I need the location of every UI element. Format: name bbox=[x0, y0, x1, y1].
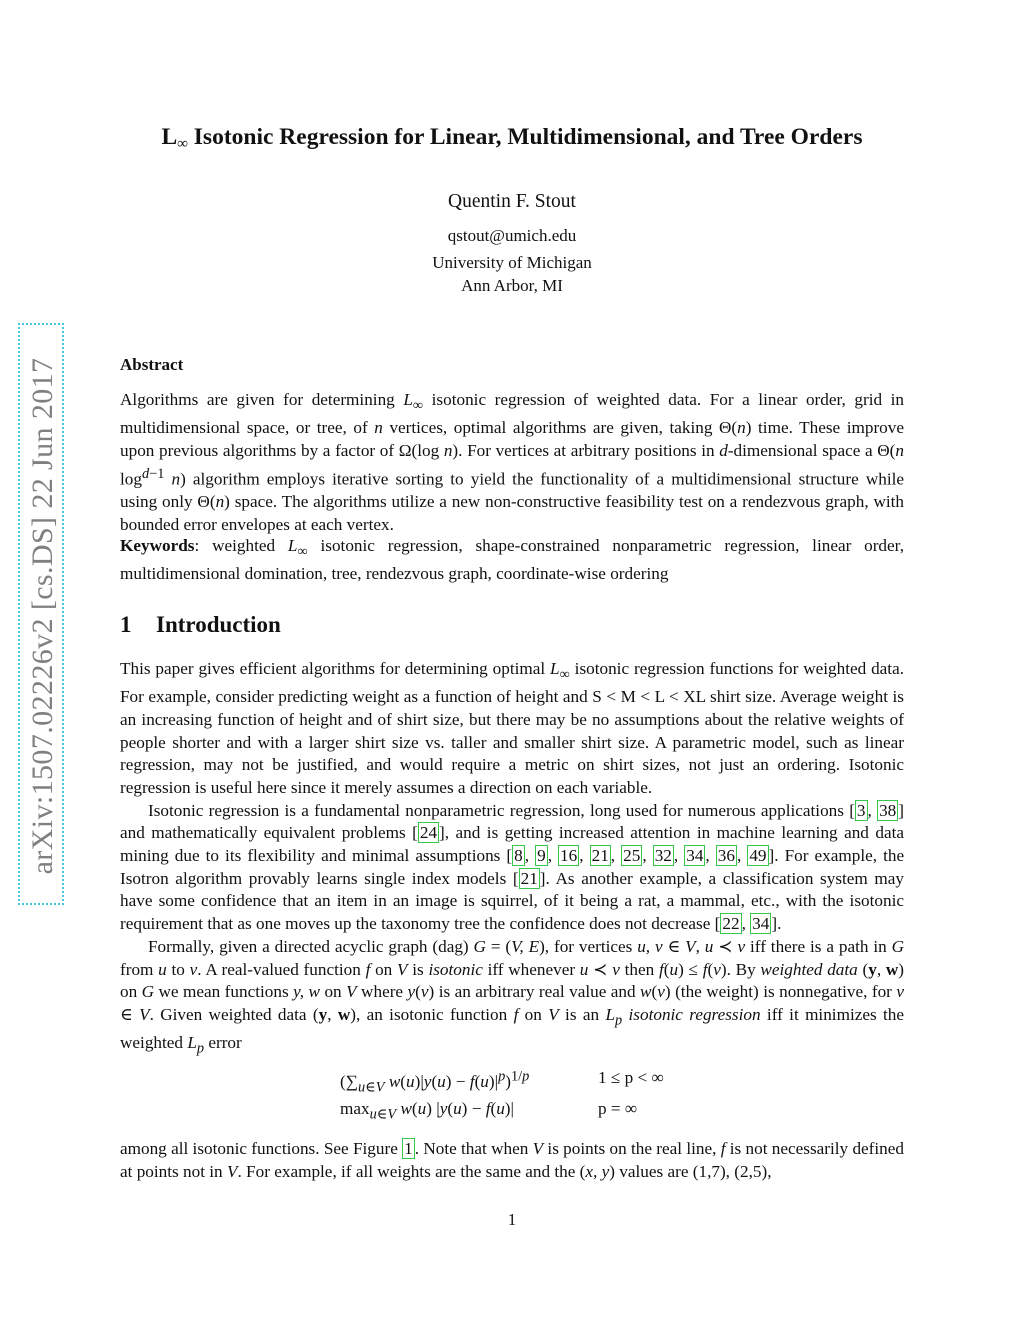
formula-lp-expression: ($\sum_{u\in V}$ $w(u)|y(u) - f(u)|^p)^{1/p}$ bbox=[340, 1068, 530, 1096]
formula-linf-condition: p = ∞ bbox=[598, 1099, 638, 1118]
arxiv-side-stamp bbox=[18, 323, 64, 905]
section-number: 1 bbox=[120, 612, 132, 637]
title-prefix: L bbox=[161, 124, 178, 150]
formula-linf-expression: $\max_{u\in V} w(u) |y(u) - f(u)|$ bbox=[340, 1099, 514, 1123]
section-heading-introduction bbox=[120, 612, 281, 638]
title-subscript: ∞ bbox=[177, 136, 188, 152]
citation-link[interactable]: 38 bbox=[879, 800, 897, 820]
introduction-body bbox=[120, 658, 904, 1060]
citation-link[interactable]: 3 bbox=[856, 800, 866, 820]
keywords-label: Keywords bbox=[120, 536, 195, 555]
citation-link[interactable]: 24 bbox=[419, 823, 438, 843]
author-location: Ann Arbor, MI bbox=[461, 276, 563, 295]
keywords: Keywords: weighted $L_\infty$ isotonic regression, shape-constrained nonparametric regression, linear order, multidimensional domination, tree, rendezvous graph, coordinate-wise ordering bbox=[120, 536, 904, 584]
abstract-paragraph: Algorithms are given for determining $L_\infty$ isotonic regression of weighted data. For a linear order, grid in multidimensional space, or tree, of n vertices, optimal algorithms are given, taking Θ(n) time. These improve upon previous algorithms by a factor of Ω(log n). For vertices at arbitrary positions in d-dimensional space a Θ(n $\log^{d-1} n$) algorithm employs iterative sorting to yield the functionality of a multidimensional structure while using only Θ(n) space. The algorithms utilize a new non-constructive feasibility test on a rendezvous graph, with bounded error envelopes at each vertex. bbox=[120, 390, 905, 534]
title-linf bbox=[162, 124, 188, 150]
abstract-body bbox=[120, 389, 904, 536]
citation-link[interactable]: 25 bbox=[623, 846, 641, 866]
section-title: Introduction bbox=[156, 612, 281, 637]
citation-link[interactable]: 32 bbox=[654, 846, 672, 866]
intro-paragraph-3: Formally, given a directed acyclic graph (dag) G = (V, E), for vertices u, v ∈ V, u ≺ v iff there is a path in G from u to v. A real-valued function f on V is isotonic iff whenever u ≺ v then f(u) ≤ f(v). By weighted data (y, w) on G we mean functions y, w on V where y(v) is an arbitrary real value and w(v) (the weight) is nonnegative, for v ∈ V. Given weighted data (y, w), an isotonic function f on V is an $L_p$ isotonic regression iff it minimizes the weighted $L_p$ error bbox=[120, 936, 905, 1057]
intro-paragraph-1: This paper gives efficient algorithms for determining optimal $L_\infty$ isotonic regression functions for weighted data. For example, consider predicting weight as a function of height and S < M < L < XL shirt size. Average weight is an increasing function of height and of shirt size, but there may be no assumptions about the relative weights of people shorter and with a larger shirt size vs. taller and smaller shirt size. A parametric model, such as linear regression, may not be justified, and would require a metric on shirt sizes, not just an ordering. Isotonic regression is useful here since it merely assumes a direction on each variable. bbox=[120, 659, 904, 797]
formula-lp-condition: 1 ≤ p < ∞ bbox=[598, 1068, 664, 1087]
paper-title bbox=[0, 124, 1024, 153]
intro-paragraph-2: Isotonic regression is a fundamental nonparametric regression, long used for numerous applications [ 3 , 38 ] and mathematically equivalent problems [ 24 ], and is getting increased attention in machine learning and data mining due to its flexibility and minimal assumptions [ 8 , 9 , 16 , 21 , 25 , 32 , 34 , 36 , 49 ]. For example, the Isotron algorithm provably learns single index models [ 21 ]. As another example, a classification system may have some confidence that an item in an image is squirrel, of it being a rat, a mammal, etc., with the isotonic requirement that as one moves up the taxonomy tree the confidence does not decrease [ 22 , 34 ]. bbox=[120, 800, 905, 934]
citation-link[interactable]: 22 bbox=[722, 914, 740, 934]
citation-link[interactable]: 21 bbox=[591, 846, 609, 866]
citation-link[interactable]: 36 bbox=[717, 846, 735, 866]
post-formula-text bbox=[120, 1138, 904, 1183]
abstract-heading: Abstract bbox=[120, 355, 184, 374]
intro-paragraph-4: among all isotonic functions. See Figure 1 . Note that when V is points on the real line, f is not necessarily defined at points not in V. For example, if all weights are the same and the (x, y) values are (1,7), (2,5), bbox=[120, 1139, 904, 1181]
author-email[interactable]: qstout@umich.edu bbox=[447, 226, 577, 245]
formula-lp bbox=[340, 1068, 664, 1096]
citation-link[interactable]: 49 bbox=[749, 846, 767, 866]
title-text: Isotonic Regression for Linear, Multidimensional, and Tree Orders bbox=[193, 124, 863, 150]
citation-link[interactable]: 8 bbox=[514, 846, 523, 866]
citation-link[interactable]: 34 bbox=[686, 846, 704, 866]
citation-link[interactable]: 21 bbox=[520, 868, 538, 888]
formula-linf bbox=[340, 1099, 638, 1123]
arxiv-identifier: arXiv:1507.02226v2 [cs.DS] 22 Jun 2017 bbox=[26, 357, 59, 875]
citation-link[interactable]: 9 bbox=[537, 846, 546, 866]
citation-link[interactable]: 34 bbox=[752, 914, 770, 934]
citation-link[interactable]: 16 bbox=[560, 846, 578, 866]
author-name: Quentin F. Stout bbox=[448, 191, 576, 212]
figure-reference-link[interactable]: 1 bbox=[404, 1139, 413, 1158]
page-number: 1 bbox=[507, 1210, 517, 1229]
author-affiliation: University of Michigan bbox=[432, 253, 592, 272]
